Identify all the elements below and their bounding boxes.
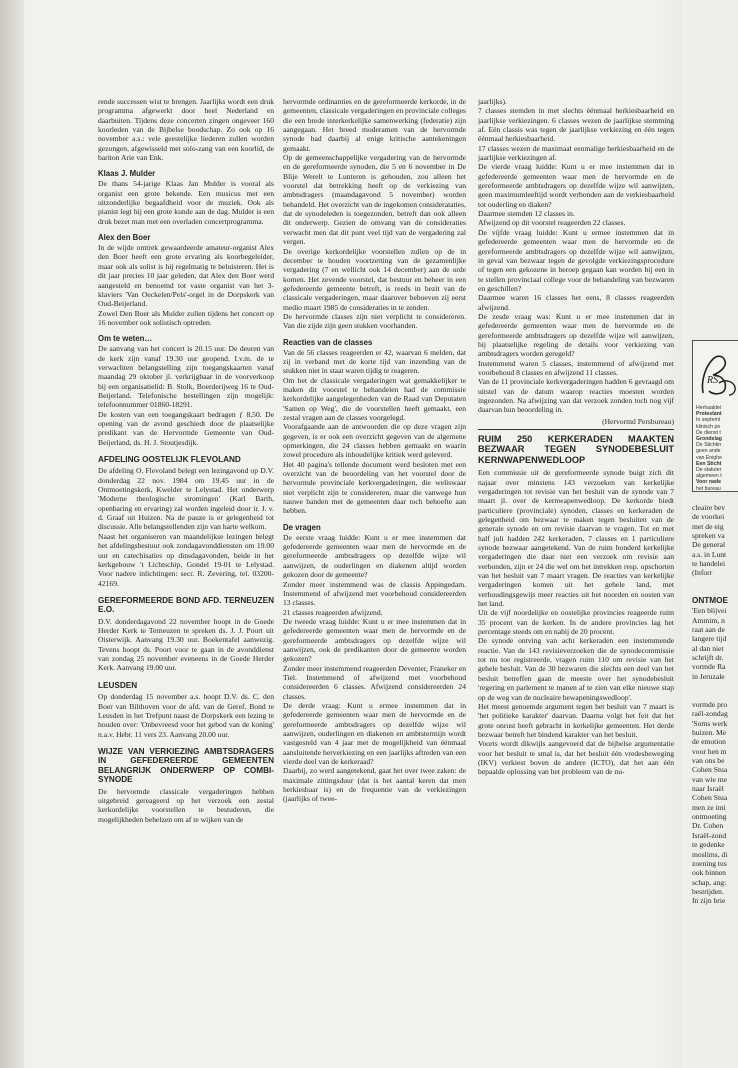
snippet-line: te handelei [692,559,726,569]
col3-text-9: De zesde vraag was: Kunt u er mee instemmen dat in gefedereerde gemeenten waar men de hervormde en de gereformeerde ambtsdragers op dezelfde wijze wil aanwijzen, bij plaatselijke regeling de details voor verkiezing van ambtsdragers worden geregeld? [478,311,674,359]
federatie-text-4: De hervormde classes zijn niet verplicht te considereren. Van die zijde zijn geen stukken voorhanden. [283,311,466,331]
reacties-text-3: Voorafgaande aan de antwoorden die op deze vragen zijn gegeven, is er ook een overzicht gegeven van de algemene opmerkingen, die 24 classes hebben gemaakt en waarin zowel procedure als inhoudelijke kritiek werd geleverd. [283,422,466,460]
col3-text-5: Daarmee stemden 12 classes in. [478,209,575,219]
ad-line: Grondslag [696,436,722,443]
wijze-text: De hervormde classicale vergaderingen hebben uitgebreid gereageerd op het verzoek een zestal kerkordelijke voorstellen te bestuderen, die mogelijkheden behelzen om af te wijken van de [98,786,274,824]
leusden-heading: LEUSDEN [98,680,138,690]
ruim-text-4: Het meest genoemde argument tegen het besluit van 7 maart is 'het politieke karakter' daarvan. Daarna volgt het feit dat het grote onrust heeft gebracht in kerkelijke gemeenten. Het derde bezwaar betreft het bindend karakter van het besluit. [478,701,674,739]
reacties-text-1: Van de 56 classes reageerden er 42, waarvan 6 melden, dat zij in verband met de korte tijd van inzending van de stukken niet in staat waren tijdig te reageren. [283,347,466,376]
col3-text-8: Daarmee waren 16 classes het eens, 8 classes reageerden afwijzend. [478,293,674,312]
column-2 [283,97,466,1017]
terneuzen-text: D.V. donderdagavond 22 november hoopt in de Goede Herder Kerk te Terneuzen te spreken ds. J. J. Poort uit Oisterwijk. Aanvang 19.30 uur. Boekentafel aanwezig. Tevens hoopt ds. Poort voor te gaan in de avonddienst van zondag 25 november eveneens in de Goede Herder Kerk. Aanvang 19.00 uur. [98,616,274,673]
reacties-heading: Reacties van de classes [283,337,373,347]
col3-text-7: De vijfde vraag luidde: Kunt u ermee instemmen dat in gefedereerde gemeenten waar men de hervormde en de gereformeerde ambtsdragers op dezelfde wijze wil aanwijzen, in geval van bezwaar tegen de gevolgde verkiezingsprocedure of tegen een gekozene in beroep gegaan kan worden bij een in te stellen provinciaal college voor de behandeling van bezwaren en geschillen? [478,227,674,293]
adjacent-snippet-2 [692,596,738,681]
col3-text-10: Instemmend waren 5 classes, instemmend of afwijzend met voorbehoud 8 classes en afwijzend 11 classes. [478,358,674,377]
snippet-line: vormde Ra [692,662,726,672]
mulder-heading: Klaas J. Mulder [98,169,156,179]
snippet-line: Israël-zond [692,830,727,840]
snippet-line: moslims, di [692,849,728,859]
snippet-line: te gedenke [692,840,725,850]
snippet-line: huizen. Me [692,728,727,738]
snippet-line: schrijft dr. [692,653,724,663]
foundation-logo-icon [699,353,738,397]
ad-line: geen ande [696,448,721,455]
weten-text-1: De aanvang van het concert is 20.15 uur. De deuren van de kerk zijn vanaf 19.30 uur geopend. I.v.m. de te verwachten belangstelling zijn toegangskaarten vanaf maandag 29 oktober jl. verkrijgbaar in de voorverkoop bij een organisatielid: B. Stolk, Boerderijweg 16 te Oud-Beijerland. Telefonische bestellingen zijn mogelijk: telefoonnummer 01860-18291. [98,344,274,410]
ruim-text-5: Voorts wordt dikwijls aangevoerd dat de bijbelse argumentatie voor het besluit te smal is, dat het besluit één vredesbeweging (IKV) verkiest boven de andere (ICTO), dat het aan één bepaalde oplossing van het probleem van de nu- [478,739,674,777]
snippet-line: schap, ang: [692,877,727,887]
ad-line: In septemt [696,417,721,424]
boer-text-2: Zowel Den Boer als Mulder zullen tijdens het concert op 16 november ook solistisch optreden. [98,308,274,327]
snippet-line: langere tijd [692,634,727,644]
weten-heading: Om te weten… [98,334,153,344]
snippet-line: de voorkei [692,512,725,522]
snippet-line: 'Soms werk [692,718,728,728]
snippet-line: met de eig [692,521,724,531]
federatie-text-3: De overige kerkordelijke voorstellen zullen op de in december te houden voortzetting van de gezamenlijke vergadering (7 en wellicht ook 14 december) aan de orde komen. Het zevende voorstel, dat bestuur en beheer in een gefedereerde gemeente betreft, is reeds in bezit van de classicale vergaderingen, maar daarover behoeven zij eerst medio maart 1985 de consideraties in te zenden. [283,246,466,312]
snippet-line: in Jeruzale [692,671,725,681]
snippet-line: van wie me [692,774,728,784]
snippet-line: 'Een blijvei [692,606,727,616]
snippet-line: spreken va [692,531,725,541]
reacties-text-4: Het 40 pagina's tellende document werd besloten met een overzicht van de beoordeling van het voorstel door de hervormde provinciale kerkvergaderingen, die weliswaar niet verplicht zijn te considereren, maar die vanwege hun nauwe banden met de gemeenten daar toch behoefte aan hebben. [283,459,466,516]
ad-line: algemeen t [696,473,722,480]
federatie-text-2: Op de gemeenschappelijke vergadering van de hervormde en de gereformeerde synoden, die 5 en 6 november in De Blije Werelt te Lunteren is gehouden, zou alleen het voorstel dat betrekking heeft op de verkiezing van ambtsdragers (maandagavond 5 november) worden behandeld. Het overzicht van de ingekomen considerataties, dat de synodeleden is toegezonden, betreft dan ook alleen dit onderwerp. Gezien de omvang van de consideraties verwacht men dat dit punt veel tijd van de vergadering zal vergen. [283,153,466,247]
ruim-text-2: Uit de vijf noordelijke en oostelijke provincies reageerde ruim 35 procent van de kerken. In de andere provincies lag het percentage steeds om en nabij de 20 procent. [478,608,674,637]
flevoland-heading: AFDELING OOSTELIJK FLEVOLAND [98,455,241,464]
boer-text-1: In de wijde omtrek gewaardeerde amateur-organist Alex den Boer heeft een grote ervaring als koorbegeleider, maar ook als solist is hij regelmatig te beluisteren. Het is dit jaar precies 10 jaar geleden, dat Alex den Boer werd aangesteld en benoemd tot vaste organist van het 3-klaviers 'Van Oeckelen/Pels'-orgel in de Dorpskerk van Oud-Beijerland. [98,243,274,309]
snippet-line: zoening tus [692,858,727,868]
flevoland-text-2: Naast het organiseren van maandelijkse lezingen belegt het afdelingsbestuur ook zondagavonddiensten om 19.00 uur en catechisaties op dinsdagavonden, beide in het kerkgebouw 't Lichtschip, Gondel 19-01 te Lelystad. Voor nadere inlichtingen: secr. R. Zevering, tel. 03200-42169. [98,531,274,588]
ad-line: Protestant [696,411,722,418]
concert-intro-text: rende successen wist te brengen. Jaarlijks wordt een druk programma afgewerkt door heel Nederland en daarbuiten. Tijdens deze concerten zingen ongeveer 160 koorleden van de Bijbelse boodschap. Zo ook op 16 november a.s.: vele geestelijke liederen zullen worden gezongen, afgewisseld met solo-zang van een koorlid, de bariton Arie van Enk. [98,97,274,163]
snippet-line: (Inforr [692,568,713,578]
ruim-heading: RUIM 250 KERKERADEN MAAKTEN BEZWAAR TEGEN SYNODEBESLUIT KERNWAPENWEDLOOP [478,434,674,465]
ad-line: Herhaaldel [696,405,722,411]
ruim-text-3: De synode ontving van acht kerkeraden een instemmende reactie. Van de 143 revisieverzoeken die de synodecommissie tot nu toe registreerde, vragen ruim 110 om revisie van het gehele besluit. Van de 30 bezwaren die slechts een deel van het besluit betreffen gaan de meeste over het synodebesluit 'regering en parlement te manen af te zien van elke nieuwe stap op de weg van de nucleaire bewapeningswedloop'. [478,636,674,702]
advertisement-box [692,340,738,492]
reacties-text-2: Om het de classicale vergaderingen wat gemakkelijker te maken dit voorstel te behandelen had de commissie kerkordelijke aangelegenheden van de Raad van Deputaten 'Samen op Weg', die de voorstellen heeft gemaakt, een zestal vragen aan de classes voorgelegd. [283,375,466,422]
snippet-line: a.s. in Lunt [692,549,727,559]
snippet-line: raël-zondag [692,709,728,719]
snippet-line: ontmoeting [692,812,727,822]
snippet-line: cleaire bev [692,503,726,512]
vragen-text-7: Daarbij, zo werd aangetekend, gaat het over twee zaken: de maximale zittingsduur (dat is het aantal keren dat men herkiesbaar is) en de frequentie van de verkiezingen (jaarlijks of twee- [283,766,466,804]
ad-line: De dienst t [696,429,721,436]
article-divider [478,426,674,430]
snippet-line: raat aan de [692,625,725,635]
column-1 [98,97,274,1017]
leusden-text: Op donderdag 15 november a.s. hoopt D.V. ds. C. den Boer van Bilthoven voor de afd. van de Geref. Bond te Leusden in het Trefpunt naast de Dorpskerk een lezing te houden over: 'Onbevreesd voor het gebod van de koning' n.a.v. Hebr. 11 vers 23. Aanvang 20.00 uur. [98,692,274,739]
snippet-line: vormde pro [692,700,728,709]
column-3 [478,97,674,1017]
vragen-text-3: 21 classes reageerden afwijzend. [283,607,383,617]
advertisement-text [696,405,738,492]
col3-text-4: De vierde vraag luidde: Kunt u er mee instemmen dat in gefedereerde gemeenten waar men de hervormde en de gereformeerde ambtsdragers op dezelfde wijze wil aanwijzen, geen maximumleeftijd wordt verbonden aan de verkiesbaarheid tot ouderling en diaken? [478,162,674,209]
snippet-line: Dr. Cohen [692,821,724,831]
adjacent-snippet-1 [692,503,738,578]
vragen-text-4: De tweede vraag luidde: Kunt u er mee instemmen dat in gefedereerde gemeenten waar men de hervormde en de gereformeerde ambtsdragers op dezelfde wijze wil aanwijzen, ook de predikanten door de gemeente worden gekozen? [283,616,466,664]
mulder-text: De thans 54-jarige Klaas Jan Mulder is vooral als organist een grote bekende. Een musicus met een uitzonderlijke begaafdheid voor de muziek. Ook als pianist legt hij een grote kunde aan de dag. Mulder is een druk bezet man met een overladen concertprogramma. [98,179,274,226]
snippet-line: al dan niet [692,643,724,653]
terneuzen-heading: GEREFORMEERDE BOND AFD. TERNEUZEN E.O. [98,595,274,615]
hervormd-persbureau-credit: (Hervormd Persbureau) [602,416,674,426]
snippet-line: naar Israël [692,784,724,794]
ad-line: De Stichtin [696,442,722,449]
snippet-line: voor hen m [692,746,727,756]
col3-text-11: Van de 11 provinciale kerkvergaderingen hadden 6 gevraagd om uitstel van de datum waarop reacties moesten worden ingezonden. Na afwijzing van dat verzoek zonden toch nog vijf daarvan hun beoordeling in. [478,377,674,415]
snippet-line: Cohen Stua [692,793,728,803]
vragen-text-2: Zonder meer instemmend was de classis Appingedam. Instemmend of afwijzend met voorbehoud considereerden 13 classes. [283,579,466,608]
ad-line: het bureau [696,485,721,492]
snippet-line: bestrijden. [692,886,724,896]
col3-text-6: Afwijzend op dit voorstel reageerden 22 classes. [478,218,626,228]
ad-line: van Enighe [696,454,722,461]
federatie-text-1: hervormde ordinanties en de gereformeerde kerkorde, in de gemeenten, classicale vergaderingen en provinciale colleges die een brede interkerkelijke samenwerking (federatie) zijn aangegaan. Het breed moderamen van de hervormde synode had daarbij al enige kritische aantekeningen gemaakt. [283,97,466,153]
snippet-line: men ze imi [692,802,726,812]
adjacent-snippet-3 [692,700,738,906]
ontmoe-heading: ONTMOE [692,596,728,605]
col3-text-3: 17 classes wezen de maximaal eenmalige herkiesbaarheid en de jaarlijkse verkiezingen af. [478,143,674,163]
vragen-text-1: De eerste vraag luidde: Kunt u er mee instemmen dat gefedereerde gemeenten waar men de hervormde en de gereformeerde ambtsdragers op dezelfde wijze wil aanwijzen, de ouderlingen en diakenen altijd worden gekozen door de gemeente? [283,532,466,580]
weten-text-2: De kosten van een toegangskaart bedragen ƒ 8,50. De opening van de avond geschiedt door de plaatselijke predikant van de Hervormde Gemeente van Oud-Beijerland, ds. H. J. Stoutjesdijk. [98,409,274,447]
ruim-text-1: Een commissie uit de gereformeerde synode buigt zich dit najaar over minstens 143 verzoeken van kerkelijke vergaderingen tot revisie van het besluit van de synode van 7 maart jl. over de kernwapenwedloop. De kerkorde biedt particuliere (provinciale) synoden, classes en kerkeraden de gelegenheid om bezwaar te maken tegen besluiten van de generale synode en om revisie daarvan te vragen. Tot en met half juli hadden 242 kerkeraden, 7 classes en 1 particuliere synode bezwaar aangetekend. Van de ruim honderd kerkelijke vergaderingen die daar niet een verzoek om revisie aan verbonden, zijn er 24 die wel om het intrekken resp. opschorten van het besluit van 7 maart vragen. De reacties van kerkelijke vergaderingen komen uit het gehele land, met verhoudingsgewijs meer reacties uit het noorden en oosten van het land. [478,468,674,609]
vragen-text-5: Zonder meer instemmend reageerden Deventer, Franeker en Tiel. Instemmend of afwijzend met voorbehoud considereerden 6 classes. Afwijzend considereerden 24 classes. [283,663,466,701]
vragen-heading: De vragen [283,522,321,532]
snippet-line: van ons be [692,756,725,766]
ad-line: De statuter [696,467,722,474]
logo-letters: RS [707,375,719,386]
flevoland-text-1: De afdeling O. Flevoland belegt een lezingavond op D.V. donderdag 22 nov. 1984 om 19.45 uur in de Ontmoetingskerk, Kwelder te Lelystad. Het onderwerp 'Moderne theologische stromingen' (Karl Barth, openbaring en ervaring) zal worden ingeleid door ir. J. v. d. Graaf uit Huizen. Na de pauze is er gelegenheid tot discussie. Alle belangstellenden zijn van harte welkom. [98,466,274,532]
ad-line: Voor nade [696,479,721,486]
ad-line: Een Sticht [696,460,722,467]
col3-text-2: 7 classes stemden in met slechts éénmaal herkiesbaarheid en jaarlijkse verkiezingen. 6 classes wezen de jaarlijkse stemming af. Eén classis was tegen de jaarlijkse verkiezing en één tegen éénmaal herkiesbaarheid. [478,106,674,144]
snippet-line: De general [692,540,726,550]
snippet-line: ook binnen [692,868,726,878]
vragen-text-6: De derde vraag: Kunt u ermee instemmen dat in gefedereerde gemeenten waar men de hervormde en de gereformeerde ambtsdragers op dezelfde wijze wil aanwijzen, ouderlingen en diakenen en ambtstermijn wordt vastgesteld van 4 jaar met de mogelijkheid van éénmaal aansluitende herverkiezing en een jaarlijks aftreden van een vierde deel van de kerkeraad? [283,700,466,767]
snippet-line: Ammim, n [692,615,725,625]
ad-line: klinisch po [696,423,721,430]
snippet-line: de emotion [692,737,726,747]
wijze-heading: WIJZE VAN VERKIEZING AMBTSDRAGERS IN GEFEDEREERDE GEMEENTEN BELANGRIJK ONDERWERP OP COMBI-SYNODE [98,746,274,785]
page-gutter-shadow [0,0,24,1068]
boer-heading: Alex den Boer [98,233,151,243]
snippet-line: Cohen Stua [692,765,728,775]
col3-text-1: jaarlijks). [478,97,507,106]
snippet-line: In zijn brie [692,896,726,906]
